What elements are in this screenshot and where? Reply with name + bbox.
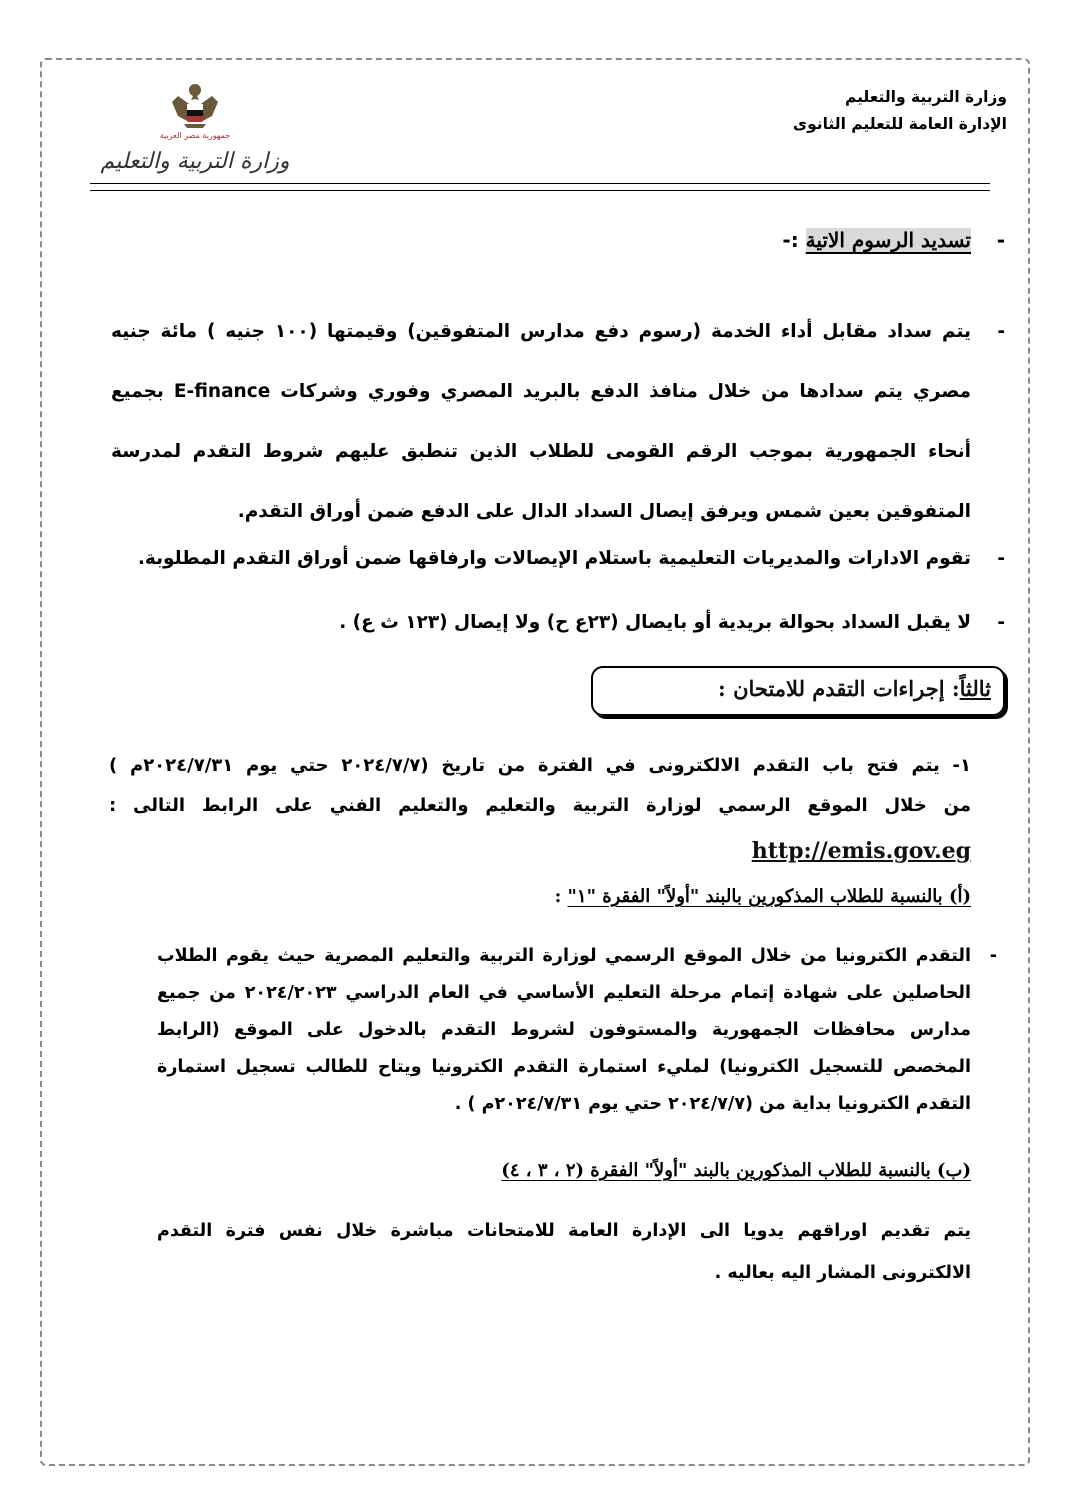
section-b-heading <box>501 1160 971 1181</box>
fees-heading-suffix: :- <box>782 228 806 252</box>
fees-item-3-text: لا يقبل السداد بحوالة بريدية أو بايصال (٢٣ع ح) ولا إيصال (١٢٣ ث ع) . <box>339 612 971 633</box>
section-b-heading-text: (ب) بالنسبة للطلاب المذكورين بالبند "أولاً" الفقرة (٢ ، ٣ ، ٤) <box>501 1160 971 1181</box>
step-1-line-2: من خلال الموقع الرسمي لوزارة التربية والتعليم والتعليم الفني على الرابط التالى : <box>109 795 971 816</box>
section-third-label: ثالثاً <box>959 676 991 701</box>
ministry-logo <box>100 80 290 180</box>
ministry-name: وزارة التربية والتعليم <box>844 88 1007 106</box>
fees-heading <box>782 228 1005 252</box>
bullet-dash: - <box>997 321 1005 342</box>
step-1 <box>109 746 971 826</box>
fees-item-2 <box>137 548 1005 569</box>
letterhead <box>793 84 1007 138</box>
step-1-line-1: ١- يتم فتح باب التقدم الالكترونى في الفترة من تاريخ (٢٠٢٤/٧/٧ حتي يوم ٢٠٢٤/٧/٣١م ) <box>109 755 971 776</box>
fees-item-3 <box>339 612 1005 633</box>
fees-item-2-text: تقوم الادارات والمديريات التعليمية باستلام الإيصالات وارفاقها ضمن أوراق التقدم المطلوبة. <box>137 548 971 569</box>
bullet-dash: - <box>996 228 1005 252</box>
section-third-box <box>591 666 1005 716</box>
department-name: الإدارة العامة للتعليم الثانوى <box>792 115 1007 133</box>
bullet-dash: - <box>997 548 1005 569</box>
header-separator <box>90 183 990 191</box>
bullet-dash: - <box>989 946 997 966</box>
section-a-heading <box>555 886 971 907</box>
bullet-dash: - <box>997 612 1005 633</box>
section-a-paragraph <box>157 938 997 1123</box>
eagle-emblem-icon <box>172 84 218 128</box>
section-b-paragraph <box>157 1210 971 1294</box>
emis-link[interactable]: http://emis.gov.eg <box>751 838 971 864</box>
section-a-heading-suffix: : <box>554 886 568 907</box>
svg-text:جمهورية مصر العربية: جمهورية مصر العربية <box>159 131 231 140</box>
fees-heading-text: تسديد الرسوم الاتية <box>805 228 971 252</box>
section-a-text: التقدم الكترونيا من خلال الموقع الرسمي لوزارة التربية والتعليم المصرية حيث يقوم الطلاب الحاصلين على شهادة إتمام مرحلة التعليم الأساسي في العام الدراسي ٢٠٢٤/٢٠٢٣ من جميع مدارس محافظات الجمهورية والمستوفون لشروط التقدم بالدخول على الموقع (الرابط المخصص للتسجيل الكترونيا) لمليء استمارة التقدم الكترونيا ويتاح للطالب تسجيل استمارة التقدم الكترونيا بداية من (٢٠٢٤/٧/٧ حتي يوم ٢٠٢٤/٧/٣١م ) . <box>157 946 971 1114</box>
fees-item-1 <box>111 302 1005 542</box>
svg-text:وزارة التربية والتعليم: وزارة التربية والتعليم <box>100 149 290 174</box>
section-b-text: يتم تقديم اوراقهم يدويا الى الإدارة العامة للامتحانات مباشرة خلال نفس فترة التقدم الالكترونى المشار اليه بعاليه . <box>157 1221 971 1283</box>
fees-item-1-text: يتم سداد مقابل أداء الخدمة (رسوم دفع مدارس المتفوقين) وقيمتها (١٠٠ جنيه ) مائة جنيه مصري يتم سدادها من خلال منافذ الدفع بالبريد المصري وفوري وشركات E-finance بجميع أنحاء الجمهورية بموجب الرقم القومى للطلاب الذين تنطبق عليهم شروط التقدم لمدرسة المتفوقين بعين شمس ويرفق إيصال السداد الدال على الدفع ضمن أوراق التقدم. <box>111 321 972 522</box>
section-a-heading-text: (أ) بالنسبة للطلاب المذكورين بالبند "أولاً" الفقرة "١" <box>567 886 971 907</box>
section-third-title: : إجراءات التقدم للامتحان : <box>718 676 960 701</box>
